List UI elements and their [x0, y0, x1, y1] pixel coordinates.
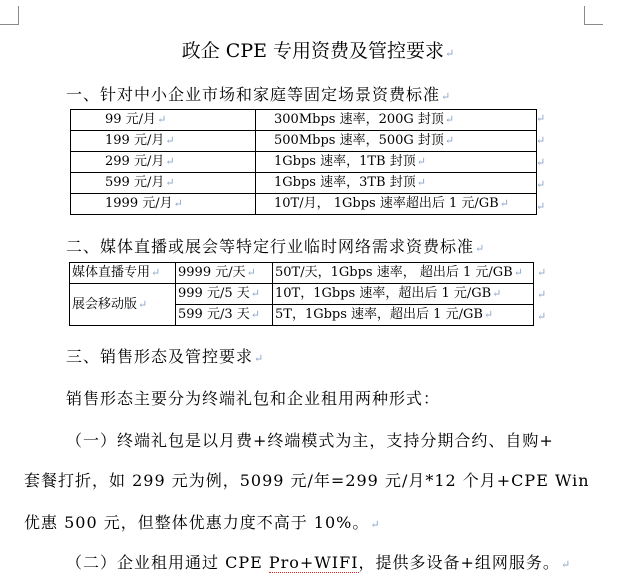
table-row [71, 173, 537, 194]
table-cell: 500Mbps 速率，500G 封顶↵ [256, 131, 537, 152]
table-row-end-mark-icon: ↵ [537, 288, 547, 301]
table-cell: 199 元/月↵ [71, 131, 256, 152]
table-row-end-mark-icon: ↵ [536, 112, 546, 125]
section2-heading [66, 234, 485, 257]
section1-heading [66, 82, 451, 105]
temporary-network-tariff-table [69, 262, 534, 326]
table-row [70, 263, 534, 284]
table-cell: 99 元/月↵ [71, 110, 256, 131]
table-row-end-mark-icon: ↵ [536, 156, 546, 169]
sales-intro-paragraph: 销售形态主要分为终端礼包和企业租用两种形式： [66, 389, 441, 408]
table-row [70, 284, 534, 305]
spellcheck-flagged-word: Pro+WIFI [268, 553, 359, 572]
table-row-end-mark-icon: ↵ [536, 178, 546, 191]
section3-heading [66, 344, 264, 367]
table-cell: 9999 元/天↵ [176, 263, 273, 284]
table-cell: 300Mbps 速率，200G 封顶↵ [256, 110, 537, 131]
table-row [71, 110, 537, 131]
table-cell: 1Gbps 速率，1TB 封顶↵ [256, 152, 537, 173]
table-cell: 599 元/月↵ [71, 173, 256, 194]
title-text: 政企 CPE 专用资费及管控要求 [181, 40, 445, 62]
section3-heading-text: 三、销售形态及管控要求 [66, 347, 254, 366]
table-row-end-mark-icon: ↵ [537, 310, 547, 323]
paragraph-mark-icon: ↵ [445, 47, 455, 60]
paragraph-mark-icon: ↵ [441, 90, 452, 103]
enterprise-rental-paragraph: （二）企业租用通过 CPE Pro+WIFI，提供多设备+组网服务。↵ [66, 553, 572, 572]
table-row-end-mark-icon: ↵ [536, 200, 546, 213]
paragraph-mark-icon: ↵ [370, 518, 381, 531]
fixed-scenario-tariff-table [70, 109, 537, 215]
table-cell: 10T/月， 1Gbps 速率超出后 1 元/GB↵ [256, 194, 537, 215]
page-corner-top-right [584, 6, 603, 25]
paragraph-line: （一）终端礼包是以月费+终端模式为主，支持分期合约、自购+ [66, 431, 554, 450]
table-row [71, 194, 537, 215]
table-cell: 599 元/3 天↵ [176, 305, 273, 326]
document-title [0, 36, 636, 63]
table-cell: 5T，1Gbps 速率，超出后 1 元/GB↵ [273, 305, 534, 326]
table-row [71, 131, 537, 152]
table-cell: 299 元/月↵ [71, 152, 256, 173]
table-cell: 1999 元/月↵ [71, 194, 256, 215]
table-cell: 50T/天，1Gbps 速率， 超出后 1 元/GB↵ [273, 263, 534, 284]
table-cell: 999 元/5 天↵ [176, 284, 273, 305]
page-corner-top-left [0, 6, 19, 25]
paragraph-mark-icon: ↵ [475, 242, 486, 255]
section1-heading-text: 一、针对中小企业市场和家庭等固定场景资费标准 [66, 85, 441, 104]
table-cell: 媒体直播专用↵ [70, 263, 176, 284]
paragraph-line: 优惠 500 元，但整体优惠力度不高于 10%。↵ [24, 513, 381, 532]
table-row [71, 152, 537, 173]
table-row-end-mark-icon: ↵ [536, 134, 546, 147]
section2-heading-text: 二、媒体直播或展会等特定行业临时网络需求资费标准 [66, 237, 475, 256]
table-cell: 1Gbps 速率，3TB 封顶↵ [256, 173, 537, 194]
paragraph-mark-icon: ↵ [254, 352, 265, 365]
table-cell: 10T，1Gbps 速率，超出后 1 元/GB↵ [273, 284, 534, 305]
paragraph-line: 套餐打折，如 299 元为例，5099 元/年=299 元/月*12 个月+CPE Win [24, 471, 590, 490]
table-cell: 展会移动版↵ [70, 284, 176, 326]
paragraph-mark-icon: ↵ [560, 558, 572, 571]
table-row-end-mark-icon: ↵ [537, 266, 547, 279]
